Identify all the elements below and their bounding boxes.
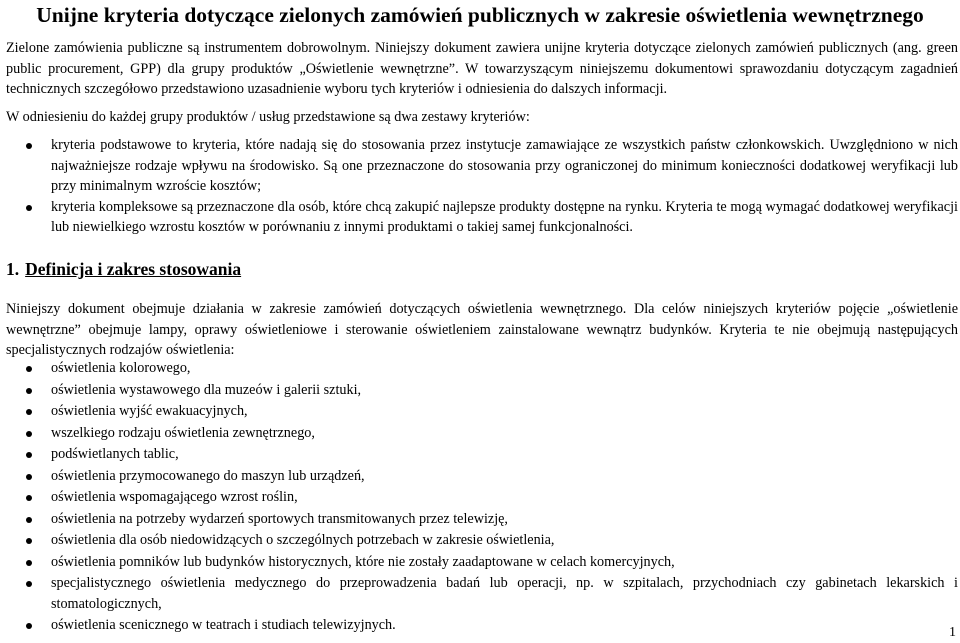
intro-paragraph: Zielone zamówienia publiczne są instrumentem dobrowolnym. Niniejszy dokument zawiera unijne kryteria dotyczące zielonych zamówień publicznych (ang. green public procurement, GPP) dla grupy produktów „Oświetlenie wewnętrzne”. W towarzyszącym niniejszemu dokumentowi sprawozdaniu dotyczącym zagadnień technicznych szczegółowo przedstawiono uzasadnienie wyboru tych kryteriów i odniesienia do dalszych informacji. <box>6 40 958 97</box>
criteria-sets-intro: W odniesieniu do każdej grupy produktów / usług przedstawione są dwa zestawy kryteriów: <box>6 109 530 125</box>
list-item: specjalistycznego oświetlenia medycznego do przeprowadzenia badań lub operacji, np. w szpitalach, przychodniach czy gabinetach lekarskich i stomatologicznych, <box>6 573 958 614</box>
section-heading <box>6 258 241 280</box>
exclusions-list <box>6 358 958 637</box>
document-title: Unijne kryteria dotyczące zielonych zamówień publicznych w zakresie oświetlenia wewnętrznego <box>36 3 924 27</box>
list-item: oświetlenia na potrzeby wydarzeń sportowych transmitowanych przez telewizję, <box>6 509 958 530</box>
section-title: Definicja i zakres stosowania <box>25 259 242 279</box>
section-paragraph: Niniejszy dokument obejmuje działania w zakresie zamówień dotyczących oświetlenia wewnętrznego. Dla celów niniejszych kryteriów pojęcie „oświetlenie wewnętrzne” obejmuje lampy, oprawy oświetleniowe i sterowanie oświetleniem zainstalowane wewnątrz budynków. Kryteria te nie obejmują następujących specjalistycznych rodzajów oświetlenia: <box>6 301 958 358</box>
list-item: oświetlenia wyjść ewakuacyjnych, <box>6 401 958 422</box>
list-item: oświetlenia dla osób niedowidzących o szczególnych potrzebach w zakresie oświetlenia, <box>6 530 958 551</box>
list-item: oświetlenia kolorowego, <box>6 358 958 379</box>
criteria-sets-list <box>6 135 958 238</box>
list-item: oświetlenia scenicznego w teatrach i studiach telewizyjnych. <box>6 615 958 636</box>
list-item: oświetlenia pomników lub budynków historycznych, które nie zostały zaadaptowane w celach komercyjnych, <box>6 552 958 573</box>
list-item: kryteria kompleksowe są przeznaczone dla osób, które chcą zakupić najlepsze produkty dostępne na rynku. Kryteria te mogą wymagać dodatkowej weryfikacji lub niewielkiego wzrostu kosztów w porównaniu z innymi produktami o takiej samej funkcjonalności. <box>6 197 958 238</box>
list-item: oświetlenia wspomagającego wzrost roślin, <box>6 487 958 508</box>
list-item: oświetlenia wystawowego dla muzeów i galerii sztuki, <box>6 380 958 401</box>
page-number: 1 <box>949 625 956 640</box>
section-number: 1. <box>6 259 20 279</box>
list-item: kryteria podstawowe to kryteria, które nadają się do stosowania przez instytucje zamawiające ze wszystkich państw członkowskich. Uwzględniono w nich najważniejsze rodzaje wpływu na środowisko. Są one przeznaczone do stosowania przy ograniczonej do minimum konieczności dodatkowej weryfikacji lub przy minimalnym wzroście kosztów; <box>6 135 958 197</box>
list-item: wszelkiego rodzaju oświetlenia zewnętrznego, <box>6 423 958 444</box>
list-item: oświetlenia przymocowanego do maszyn lub urządzeń, <box>6 466 958 487</box>
list-item: podświetlanych tablic, <box>6 444 958 465</box>
